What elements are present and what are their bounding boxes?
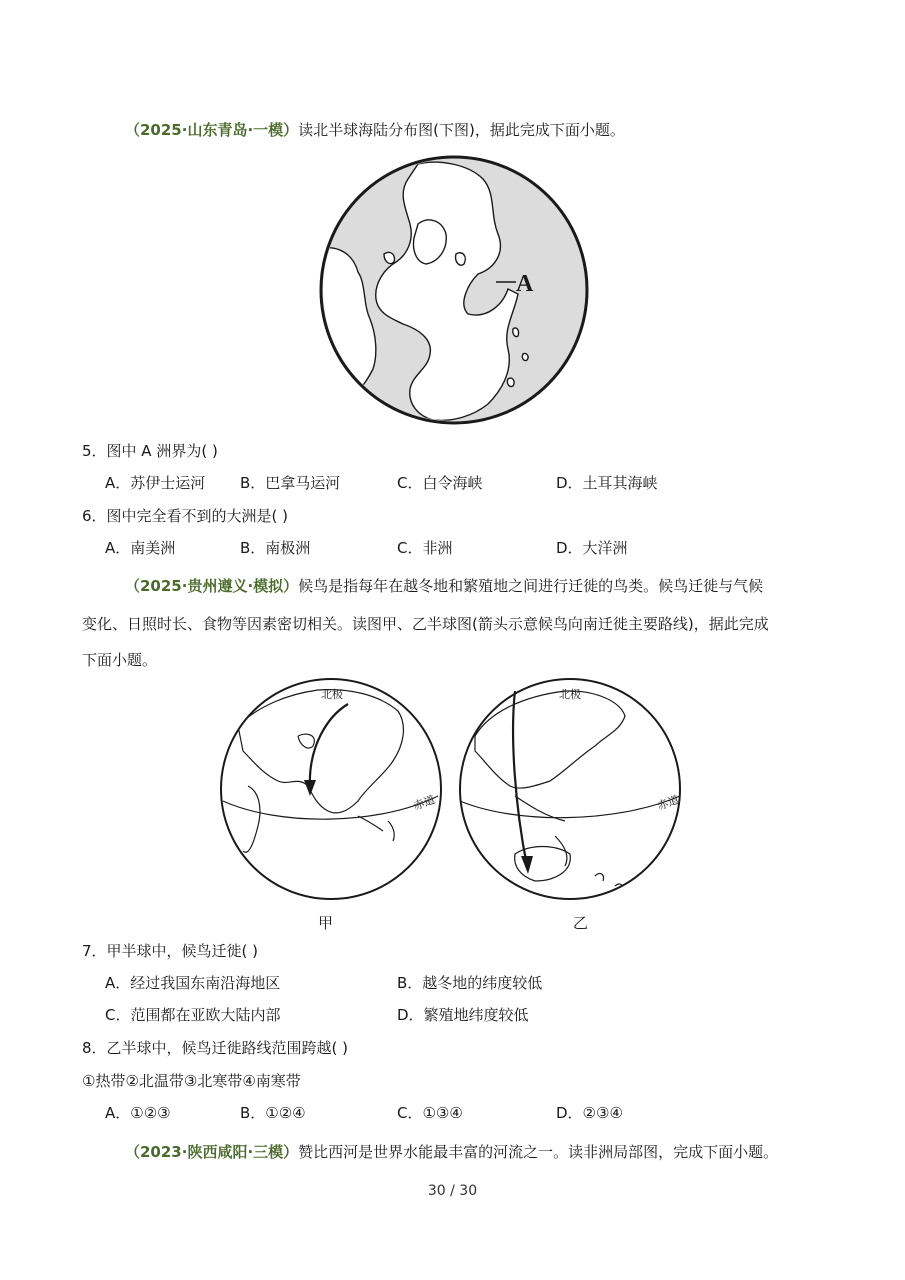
section1-header bbox=[125, 120, 625, 140]
q8-stem: 8．乙半球中，候鸟迁徙路线范围跨越( ) bbox=[82, 1039, 349, 1057]
globe-yi-pole-label: 北极 bbox=[559, 688, 581, 701]
globe-yi-equator-label: 赤道 bbox=[655, 793, 681, 813]
section2-header bbox=[125, 576, 763, 596]
section3-header bbox=[125, 1142, 778, 1162]
q7-stem: 7．甲半球中，候鸟迁徙( ) bbox=[82, 942, 259, 960]
section3-source: （2023·陕西咸阳·三模） bbox=[125, 1143, 299, 1161]
q8-items: ①热带②北温带③北寒带④南寒带 bbox=[82, 1072, 301, 1090]
q6-option-a: A．南美洲 bbox=[105, 539, 176, 557]
map-label-a: A bbox=[516, 271, 534, 297]
q5-option-a: A．苏伊士运河 bbox=[105, 474, 206, 492]
q7-option-b: B．越冬地的纬度较低 bbox=[397, 974, 543, 992]
globe-jia-pole-label: 北极 bbox=[321, 688, 343, 701]
page-number: 30 / 30 bbox=[427, 1183, 478, 1199]
q5-option-c: C．白令海峡 bbox=[397, 474, 483, 492]
q6-stem: 6．图中完全看不到的大洲是( ) bbox=[82, 507, 289, 525]
globe-jia-equator-label: 赤道 bbox=[411, 793, 437, 813]
globe-yi bbox=[455, 676, 685, 936]
section2-intro-line3: 下面小题。 bbox=[82, 651, 158, 669]
section2-source: （2025·贵州遵义·模拟） bbox=[125, 577, 299, 595]
section2-intro-line1: 候鸟是指每年在越冬地和繁殖地之间进行迁徙的鸟类。候鸟迁徙与气候 bbox=[298, 577, 764, 595]
q5-stem: 5．图中 A 洲界为( ) bbox=[82, 442, 218, 460]
q5-option-d: D．土耳其海峡 bbox=[556, 474, 658, 492]
q7-option-c: C．范围都在亚欧大陆内部 bbox=[105, 1006, 281, 1024]
section2-intro-line2: 变化、日照时长、食物等因素密切相关。读图甲、乙半球图(箭头示意候鸟向南迁徙主要路线)，据此完成 bbox=[82, 615, 769, 633]
q7-option-a: A．经过我国东南沿海地区 bbox=[105, 974, 281, 992]
section3-intro: 赞比西河是世界水能最丰富的河流之一。读非洲局部图，完成下面小题。 bbox=[298, 1143, 779, 1161]
globe-yi-caption: 乙 bbox=[573, 914, 589, 932]
globe-jia bbox=[218, 676, 448, 936]
section1-intro: 读北半球海陆分布图(下图)，据此完成下面小题。 bbox=[298, 121, 625, 139]
globe-jia-caption: 甲 bbox=[318, 914, 334, 932]
northern-hemisphere-map bbox=[318, 154, 590, 426]
q7-option-d: D．繁殖地纬度较低 bbox=[397, 1006, 529, 1024]
q6-option-c: C．非洲 bbox=[397, 539, 453, 557]
q6-option-b: B．南极洲 bbox=[240, 539, 311, 557]
q8-option-d: D．②③④ bbox=[556, 1104, 623, 1122]
section1-source: （2025·山东青岛·一模） bbox=[125, 121, 299, 139]
q6-option-d: D．大洋洲 bbox=[556, 539, 628, 557]
q8-option-b: B．①②④ bbox=[240, 1104, 306, 1122]
q8-option-a: A．①②③ bbox=[105, 1104, 171, 1122]
q5-option-b: B．巴拿马运河 bbox=[240, 474, 341, 492]
q8-option-c: C．①③④ bbox=[397, 1104, 463, 1122]
